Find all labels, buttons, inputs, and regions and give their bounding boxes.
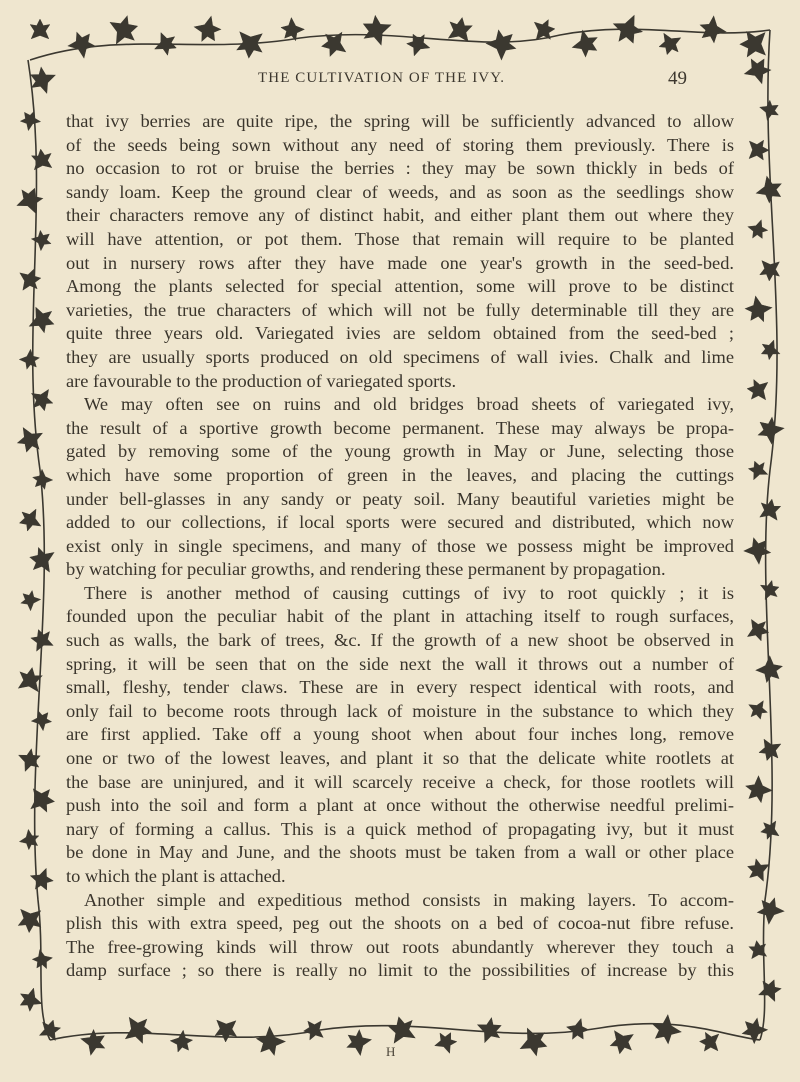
ivy-leaf-icon [303, 1020, 324, 1041]
ivy-leaf-icon [27, 546, 54, 573]
page-number: 49 [668, 68, 687, 89]
ivy-leaf-icon [760, 579, 782, 601]
ivy-leaf-icon [29, 626, 54, 651]
text-line: the base are uninjured, and it will scarcely receive a check, for those rootlets will [66, 771, 734, 792]
signature-mark: H [386, 1044, 396, 1059]
ivy-leaf-icon [759, 98, 782, 121]
text-line: their characters remove any of distinct habit, and either plant them out where they [66, 205, 734, 226]
ivy-leaf-icon [169, 1030, 196, 1057]
ivy-leaf-icon [658, 33, 682, 57]
ivy-leaf-icon [572, 29, 603, 60]
ivy-leaf-icon [29, 868, 55, 894]
ivy-leaf-icon [30, 19, 50, 39]
ivy-leaf-icon [755, 655, 787, 687]
ivy-leaf-icon [30, 389, 54, 413]
ivy-leaf-icon [31, 148, 53, 170]
text-line: Another simple and expeditious method consists in making layers. To accom- [84, 889, 734, 910]
ivy-leaf-icon [18, 747, 44, 773]
ivy-leaf-icon [747, 618, 771, 642]
text-line: under bell-glasses in any sandy or peaty soil. Many beautiful varieties might be [66, 488, 734, 509]
ivy-leaf-icon [18, 909, 42, 933]
text-line: small, fleshy, tender claws. These are in every respect identical with roots, and [66, 677, 734, 698]
text-line: which have some proportion of green in the leaves, and placing the cuttings [66, 464, 734, 485]
ivy-leaf-icon [17, 107, 41, 131]
ivy-leaf-icon [753, 893, 785, 925]
ivy-leaf-icon [738, 1014, 769, 1045]
ivy-leaf-icon [699, 1032, 719, 1052]
ivy-leaf-icon [29, 306, 58, 335]
ivy-leaf-icon [434, 1028, 459, 1053]
ivy-leaf-icon [741, 775, 773, 807]
ivy-leaf-icon [17, 666, 43, 692]
text-line: sandy loam. Keep the ground clear of weeds, and as soon as the seedlings show [66, 181, 734, 202]
ivy-leaf-icon [758, 976, 784, 1002]
text-line: spring, it will be seen that on the side next the wall it throws out a number of [66, 653, 734, 674]
text-line: We may often see on ruins and old bridges broad sheets of variegated ivy, [84, 394, 734, 415]
ivy-leaf-icon [80, 1027, 110, 1057]
text-line: by watching for peculiar growths, and rendering these permanent by propagation. [66, 559, 666, 580]
ivy-leaf-icon [29, 469, 53, 493]
ivy-leaf-icon [17, 587, 41, 611]
ivy-leaf-icon [31, 227, 55, 251]
ivy-leaf-icon [534, 19, 556, 41]
text-line: they are usually sports produced on old specimens of wall ivies. Chalk and lime [66, 346, 734, 367]
text-line: added to our collections, if local sports were secured and distributed, which now [66, 512, 734, 533]
body-text [66, 110, 734, 983]
ivy-leaf-icon [756, 175, 787, 206]
ivy-vine [50, 1024, 760, 1040]
ivy-leaf-icon [154, 32, 180, 58]
text-line: There is another method of causing cuttings of ivy to root quickly ; it is [84, 582, 734, 603]
ivy-leaf-icon [744, 857, 769, 882]
text-line: that ivy berries are quite ripe, the spring will be sufficiently advanced to allow [66, 111, 734, 131]
text-line: damp surface ; so there is really no limit to the possibilities of increase by this [66, 960, 734, 981]
ivy-leaf-icon [358, 13, 392, 47]
ivy-leaf-icon [477, 1015, 505, 1043]
text-line: founded upon the peculiar habit of the plant in attaching itself to rough surfaces, [66, 606, 734, 627]
text-line: only fail to become roots through lack of moisture in the substance to which they [66, 700, 734, 721]
ivy-leaf-icon [125, 1016, 153, 1044]
text-line: the result of a sportive growth become permanent. These may always be propa- [66, 417, 734, 438]
ivy-vine [28, 60, 50, 1040]
text-line: are favourable to the production of variegated sports. [66, 370, 457, 391]
ivy-leaf-icon [746, 379, 768, 401]
ivy-leaf-icon [520, 1027, 551, 1058]
ivy-leaf-icon [30, 949, 54, 973]
ivy-vine [760, 30, 777, 1040]
ivy-leaf-icon [404, 30, 431, 57]
text-line: such as walls, the bark of trees, &c. If the growth of a new shoot be observed in [66, 630, 734, 651]
text-line: be done in May and June, and the shoots must be taken from a wall or other place [66, 842, 734, 863]
ivy-leaf-icon [747, 219, 770, 242]
ivy-leaf-icon [447, 16, 473, 42]
ivy-leaf-icon [612, 15, 645, 48]
ivy-leaf-icon [277, 17, 305, 45]
ivy-leaf-icon [757, 739, 781, 763]
running-title: THE CULTIVATION OF THE IVY. [258, 70, 506, 86]
ivy-leaf-icon [743, 533, 775, 565]
ivy-leaf-icon [17, 508, 41, 532]
ivy-leaf-icon [747, 458, 769, 480]
ivy-vine [30, 29, 770, 60]
ivy-leaf-icon [740, 31, 766, 57]
ivy-leaf-icon [110, 14, 141, 45]
ivy-leaf-icon [609, 1031, 634, 1056]
ivy-leaf-icon [16, 427, 44, 455]
text-line: exist only in single specimens, and many of those we possess might be improved [66, 535, 734, 556]
text-line: one or two of the lowest leaves, and plant it so that the delicate white rootlets at [66, 748, 734, 769]
ivy-leaf-icon [566, 1018, 592, 1044]
ivy-leaf-icon [19, 349, 43, 373]
ivy-leaf-icon [252, 1026, 286, 1060]
ivy-leaf-icon [16, 987, 43, 1014]
running-head [0, 68, 800, 92]
ivy-leaf-icon [648, 1014, 682, 1048]
ivy-leaf-icon [215, 1020, 237, 1042]
text-line: of the seeds being sown without any need of storing them previously. There is [66, 134, 734, 155]
text-line: The free-growing kinds will throw out roots abundantly wherever they touch a [66, 936, 734, 957]
ivy-leaf-icon [19, 829, 43, 853]
ivy-leaf-icon [236, 32, 263, 59]
ivy-leaf-icon [342, 1026, 372, 1056]
ivy-leaf-icon [759, 261, 780, 282]
ivy-leaf-icon [31, 707, 55, 731]
ivy-leaf-icon [38, 1017, 62, 1041]
text-line: quite three years old. Variegated ivies are seldom obtained from the seed-bed ; [66, 323, 734, 344]
ivy-leaf-icon [749, 140, 769, 160]
text-line: Among the plants selected for special attention, some will prove to be distinct [66, 276, 734, 297]
text-line: are first applied. Take off a young shoot when about four inches long, remove [66, 724, 734, 745]
text-line: plish this with extra speed, peg out the shoots on a bed of cocoa-nut fibre refuse. [66, 913, 734, 934]
ivy-leaf-icon [16, 184, 45, 213]
text-line: push into the soil and form a plant at once without the otherwise needful prelimi- [66, 795, 734, 816]
ivy-leaf-icon [759, 497, 782, 520]
text-line: will have attention, or pot them. Those that remain will require to be planted [66, 228, 734, 249]
ivy-leaf-icon [748, 700, 769, 721]
text-line: nary of forming a callus. This is a quick method of propagating ivy, but it must [66, 818, 734, 839]
ivy-leaf-icon [742, 295, 773, 326]
ivy-leaf-icon [193, 16, 224, 47]
ivy-leaf-icon [759, 820, 779, 840]
ivy-leaf-icon [753, 413, 785, 445]
ivy-leaf-icon [695, 15, 727, 47]
ivy-leaf-icon [387, 1014, 416, 1043]
text-line: no occasion to rot or bruise the berries : they may be sown thickly in beds of [66, 158, 734, 179]
ivy-leaf-icon [758, 339, 781, 362]
ivy-leaf-icon [67, 27, 99, 59]
ivy-leaf-icon [320, 31, 346, 57]
ivy-leaf-icon [20, 268, 43, 291]
ivy-leaf-icon [748, 939, 768, 959]
ivy-leaf-icon [31, 788, 56, 813]
text-line: gated by removing some of the young growth in May or June, selecting those [66, 441, 734, 462]
text-line: out in nursery rows after they have made one year's growth in the seed-bed. [66, 252, 734, 273]
text-line: to which the plant is attached. [66, 866, 286, 886]
text-line: varieties, the true characters of which will not be fully determinable till they are [66, 299, 734, 320]
ivy-leaf-icon [485, 25, 521, 61]
